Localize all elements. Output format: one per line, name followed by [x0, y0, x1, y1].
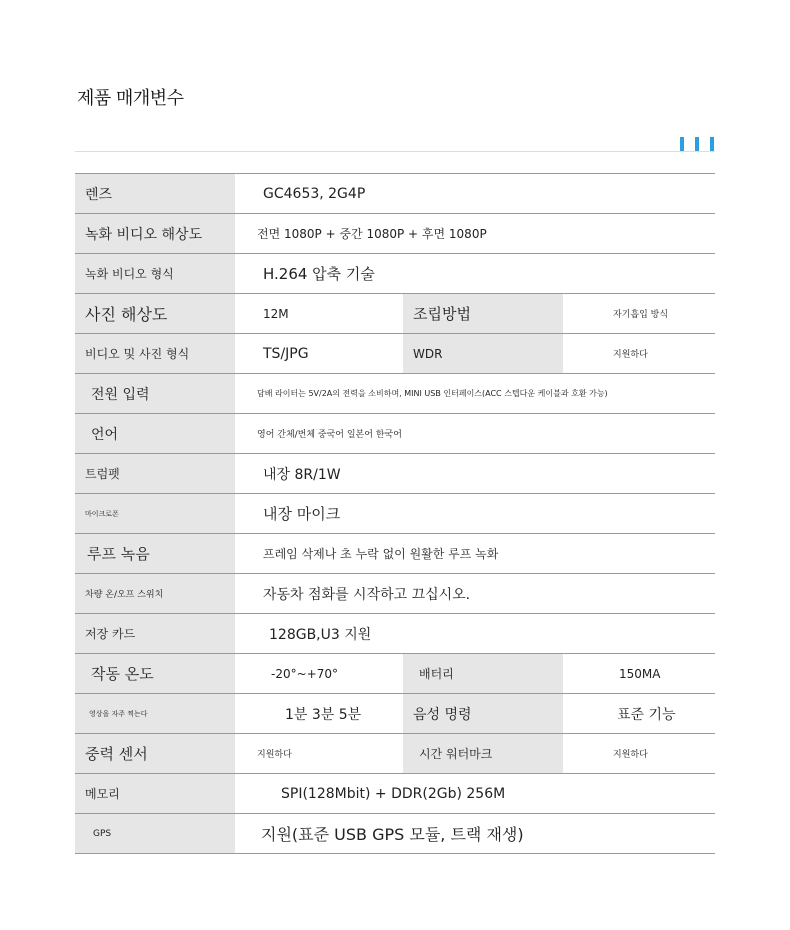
spec-label: 전원 입력 — [75, 374, 235, 414]
bars-icon — [680, 137, 716, 151]
spec-label: 조립방법 — [403, 294, 563, 334]
spec-table — [75, 173, 715, 854]
table-row — [75, 214, 715, 254]
spec-label: 차량 온/오프 스위치 — [75, 574, 235, 614]
table-row — [75, 534, 715, 574]
spec-label: 저장 카드 — [75, 614, 235, 654]
spec-value: 프레임 삭제나 초 누락 없이 원활한 루프 녹화 — [235, 534, 715, 574]
spec-label: 언어 — [75, 414, 235, 454]
spec-value: GC4653, 2G4P — [235, 174, 715, 214]
spec-value: H.264 압축 기술 — [235, 254, 715, 294]
table-row — [75, 654, 715, 694]
spec-value: 자기흡입 방식 — [563, 294, 715, 334]
spec-label: 마이크로폰 — [75, 494, 235, 534]
spec-label: 중력 센서 — [75, 734, 235, 774]
table-row — [75, 294, 715, 334]
page-title: 제품 매개변수 — [77, 88, 184, 109]
spec-label: 시간 워터마크 — [403, 734, 563, 774]
spec-label: 렌즈 — [75, 174, 235, 214]
spec-label: 음성 명령 — [403, 694, 563, 734]
table-row — [75, 734, 715, 774]
spec-label: 메모리 — [75, 774, 235, 814]
table-row — [75, 334, 715, 374]
spec-label: WDR — [403, 334, 563, 374]
spec-label: 루프 녹음 — [75, 534, 235, 574]
spec-label: 비디오 및 사진 형식 — [75, 334, 235, 374]
table-row — [75, 414, 715, 454]
spec-value: SPI(128Mbit) + DDR(2Gb) 256M — [235, 774, 715, 814]
table-row — [75, 694, 715, 734]
table-row — [75, 814, 715, 854]
spec-label: 사진 해상도 — [75, 294, 235, 334]
table-row — [75, 574, 715, 614]
spec-value: 내장 마이크 — [235, 494, 715, 534]
spec-value: 지원(표준 USB GPS 모듈, 트랙 재생) — [235, 814, 715, 854]
spec-label: 작동 온도 — [75, 654, 235, 694]
spec-value: 1분 3분 5분 — [235, 694, 403, 734]
spec-label: 영상을 자주 찍는다 — [75, 694, 235, 734]
spec-value: 표준 기능 — [563, 694, 715, 734]
table-row — [75, 614, 715, 654]
spec-label: 배터리 — [403, 654, 563, 694]
spec-value: 전면 1080P + 중간 1080P + 후면 1080P — [235, 214, 715, 254]
spec-value: 지원하다 — [235, 734, 403, 774]
spec-value: 128GB,U3 지원 — [235, 614, 715, 654]
spec-label: 트럼펫 — [75, 454, 235, 494]
table-row — [75, 494, 715, 534]
spec-value: 지원하다 — [563, 334, 715, 374]
spec-value: 150MA — [563, 654, 715, 694]
spec-label: 녹화 비디오 형식 — [75, 254, 235, 294]
spec-value: 담배 라이터는 5V/2A의 전력을 소비하며, MINI USB 인터페이스(ACC 스텝다운 케이블과 호환 가능) — [235, 374, 715, 414]
spec-value: 12M — [235, 294, 403, 334]
spec-label: 녹화 비디오 해상도 — [75, 214, 235, 254]
spec-value: 영어 간체/번체 중국어 일본어 한국어 — [235, 414, 715, 454]
spec-label: GPS — [75, 814, 235, 854]
title-divider — [75, 151, 715, 152]
spec-value: 자동차 점화를 시작하고 끄십시오. — [235, 574, 715, 614]
spec-value: 내장 8R/1W — [235, 454, 715, 494]
table-row — [75, 454, 715, 494]
table-row — [75, 174, 715, 214]
spec-value: TS/JPG — [235, 334, 403, 374]
table-row — [75, 774, 715, 814]
table-row — [75, 374, 715, 414]
table-row — [75, 254, 715, 294]
spec-value: -20°~+70° — [235, 654, 403, 694]
spec-value: 지원하다 — [563, 734, 715, 774]
